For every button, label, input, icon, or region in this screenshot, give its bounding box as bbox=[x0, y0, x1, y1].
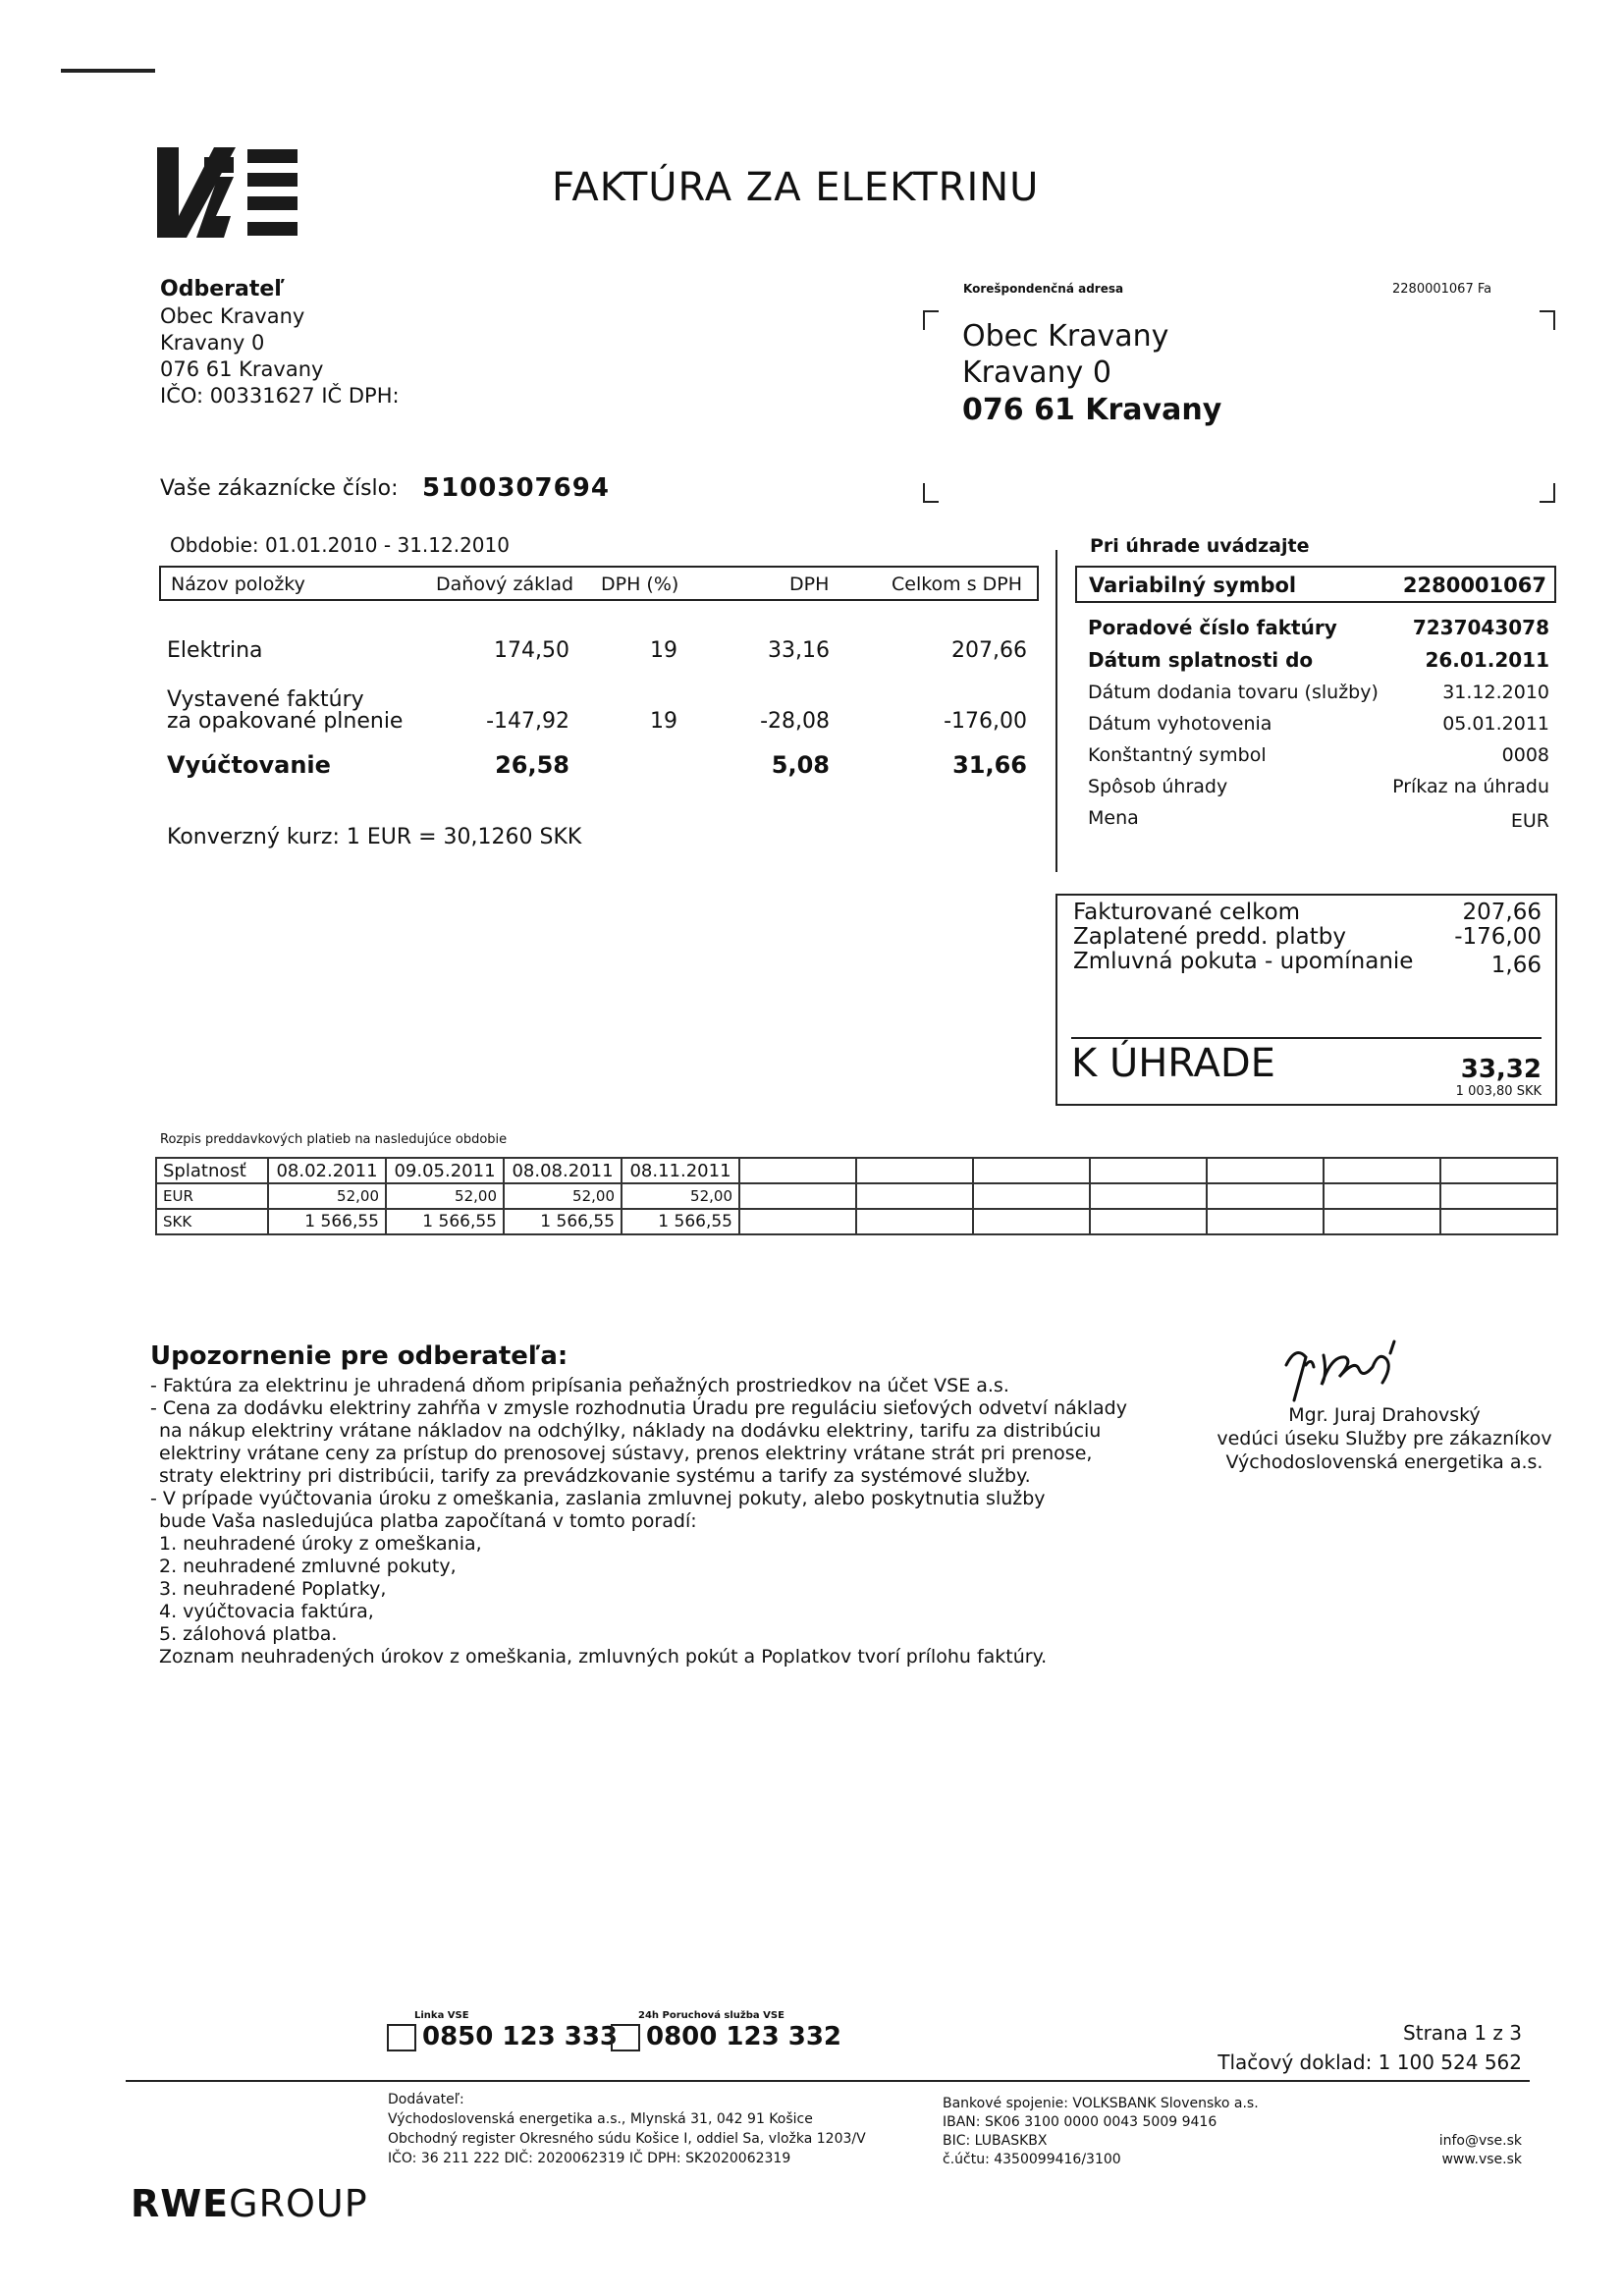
address-corner bbox=[1540, 310, 1555, 330]
phone-icon bbox=[387, 2024, 416, 2051]
schedule-caption: Rozpis preddavkových platieb na nasledujúce obdobie bbox=[160, 1132, 508, 1147]
schedule-cell bbox=[1207, 1209, 1324, 1234]
schedule-skk: 1 566,55 bbox=[268, 1209, 386, 1234]
schedule-row-label: SKK bbox=[156, 1209, 268, 1234]
contact-email: info@vse.sk bbox=[1438, 2133, 1522, 2149]
summary-total: 31,66 bbox=[952, 751, 1027, 779]
payment-detail-value: 7237043078 bbox=[1412, 616, 1549, 639]
item-name: Vystavené faktúry bbox=[167, 687, 364, 712]
schedule-cell bbox=[856, 1158, 973, 1183]
schedule-skk: 1 566,55 bbox=[622, 1209, 739, 1234]
hotline-label: Linka VSE bbox=[414, 2010, 469, 2021]
schedule-cell bbox=[973, 1209, 1090, 1234]
item-total: 207,66 bbox=[951, 638, 1027, 663]
notice-line: 4. vyúčtovacia faktúra, bbox=[159, 1601, 374, 1622]
contact-web: www.vse.sk bbox=[1441, 2152, 1522, 2167]
conversion-rate: Konverzný kurz: 1 EUR = 30,1260 SKK bbox=[167, 825, 582, 849]
vse-logo bbox=[157, 147, 298, 238]
hotline-label: 24h Poruchová služba VSE bbox=[638, 2010, 784, 2021]
address-line: Kravany 0 bbox=[962, 355, 1111, 390]
hotline-fault bbox=[611, 2010, 842, 2055]
item-vat-pct: 19 bbox=[650, 638, 677, 663]
schedule-row bbox=[156, 1158, 1557, 1183]
payment-heading: Pri úhrade uvádzajte bbox=[1090, 535, 1310, 557]
payment-detail-value: EUR bbox=[1510, 810, 1549, 832]
schedule-cell bbox=[739, 1183, 856, 1209]
schedule-cell bbox=[1324, 1183, 1440, 1209]
column-divider bbox=[1055, 550, 1057, 872]
customer-number-label: Vaše zákaznícke číslo: bbox=[160, 476, 399, 501]
totals-value: 207,66 bbox=[1462, 900, 1542, 925]
notice-line: 3. neuhradené Poplatky, bbox=[159, 1578, 387, 1600]
signatory-line: Východoslovenská energetika a.s. bbox=[1225, 1451, 1543, 1473]
notice-line: bude Vaša nasledujúca platba započítaná v tomto poradí: bbox=[159, 1510, 697, 1532]
schedule-cell bbox=[1440, 1183, 1557, 1209]
payment-detail-label: Konštantný symbol bbox=[1088, 744, 1267, 766]
handwritten-signature bbox=[1276, 1336, 1473, 1404]
schedule-date: 08.08.2011 bbox=[504, 1158, 622, 1183]
notice-line: straty elektriny pri distribúcii, tarify za prevádzkovanie systému a tarify za systémové služby. bbox=[159, 1465, 1031, 1487]
schedule-eur: 52,00 bbox=[504, 1183, 622, 1209]
address-corner bbox=[923, 310, 939, 330]
schedule-eur: 52,00 bbox=[386, 1183, 504, 1209]
address-line: 076 61 Kravany bbox=[962, 393, 1222, 427]
footer-divider bbox=[126, 2080, 1530, 2082]
variable-symbol-label: Variabilný symbol bbox=[1089, 574, 1297, 597]
schedule-row-label: EUR bbox=[156, 1183, 268, 1209]
schedule-cell bbox=[1207, 1158, 1324, 1183]
schedule-cell bbox=[1440, 1209, 1557, 1234]
item-name: za opakované plnenie bbox=[167, 709, 404, 734]
schedule-cell bbox=[739, 1209, 856, 1234]
advance-payment-schedule bbox=[155, 1157, 1558, 1235]
invoice-title: FAKTÚRA ZA ELEKTRINU bbox=[552, 165, 1040, 210]
summary-base: 26,58 bbox=[495, 751, 569, 779]
phone-icon bbox=[611, 2024, 640, 2051]
schedule-cell bbox=[973, 1158, 1090, 1183]
document-reference: 2280001067 Fa bbox=[1392, 282, 1492, 297]
col-vat: DPH bbox=[789, 574, 830, 595]
notice-line: Zoznam neuhradených úrokov z omeškania, zmluvných pokút a Poplatkov tvorí prílohu faktúry. bbox=[159, 1646, 1048, 1667]
totals-label: Zmluvná pokuta - upomínanie bbox=[1073, 949, 1414, 974]
schedule-eur: 52,00 bbox=[622, 1183, 739, 1209]
notice-line: - Cena za dodávku elektriny zahŕňa v zmysle rozhodnutia Úradu pre reguláciu sieťových odvetví náklady bbox=[150, 1397, 1127, 1419]
signatory-line: Mgr. Juraj Drahovský bbox=[1288, 1404, 1481, 1426]
correspondence-label: Korešpondenčná adresa bbox=[963, 282, 1124, 296]
brand-prefix: RWE bbox=[131, 2182, 230, 2225]
schedule-date: 08.11.2011 bbox=[622, 1158, 739, 1183]
schedule-date: 09.05.2011 bbox=[386, 1158, 504, 1183]
bank-line: IBAN: SK06 3100 0000 0043 5009 9416 bbox=[943, 2114, 1217, 2130]
schedule-cell bbox=[1324, 1209, 1440, 1234]
payment-detail-label: Mena bbox=[1088, 807, 1139, 829]
customer-number-value: 5100307694 bbox=[422, 473, 610, 503]
summary-name: Vyúčtovanie bbox=[167, 751, 331, 779]
payment-detail-value: 05.01.2011 bbox=[1442, 713, 1549, 735]
supplier-line: Obchodný register Okresného súdu Košice I, oddiel Sa, vložka 1203/V bbox=[388, 2131, 866, 2147]
schedule-row-label: Splatnosť bbox=[156, 1158, 268, 1183]
totals-label: Fakturované celkom bbox=[1073, 900, 1301, 925]
bank-line: Bankové spojenie: VOLKSBANK Slovensko a.s. bbox=[943, 2096, 1259, 2111]
notice-line: - V prípade vyúčtovania úroku z omeškania, zaslania zmluvnej pokuty, alebo poskytnutia služby bbox=[150, 1488, 1046, 1509]
notice-line: 2. neuhradené zmluvné pokuty, bbox=[159, 1556, 457, 1577]
schedule-row bbox=[156, 1183, 1557, 1209]
payment-detail-value: 0008 bbox=[1501, 744, 1549, 766]
items-header bbox=[159, 566, 1039, 601]
scan-mark bbox=[61, 69, 155, 73]
totals-label: Zaplatené predd. platby bbox=[1073, 924, 1346, 950]
supplier-line: Dodávateľ: bbox=[388, 2092, 464, 2107]
hotline-number: 0800 123 332 bbox=[646, 2022, 842, 2051]
amount-due-value: 33,32 bbox=[1460, 1055, 1542, 1084]
schedule-cell bbox=[1090, 1158, 1207, 1183]
item-base: 174,50 bbox=[494, 638, 569, 663]
bank-line: BIC: LUBASKBX bbox=[943, 2133, 1048, 2149]
address-corner bbox=[1540, 483, 1555, 503]
schedule-date: 08.02.2011 bbox=[268, 1158, 386, 1183]
customer-label: Odberateľ bbox=[160, 277, 285, 301]
summary-vat: 5,08 bbox=[771, 751, 830, 779]
schedule-cell bbox=[1440, 1158, 1557, 1183]
notice-line: na nákup elektriny vrátane nákladov na odchýlky, náklady na dodávku elektriny, tarifu za distribúciu bbox=[159, 1420, 1102, 1442]
print-document-number: Tlačový doklad: 1 100 524 562 bbox=[1217, 2050, 1522, 2074]
totals-value: -176,00 bbox=[1454, 924, 1542, 950]
bank-line: č.účtu: 4350099416/3100 bbox=[943, 2152, 1121, 2167]
hotline-vse bbox=[387, 2010, 619, 2055]
payment-detail-label: Dátum splatnosti do bbox=[1088, 648, 1314, 672]
payment-detail-value: 31.12.2010 bbox=[1442, 682, 1549, 703]
payment-detail-value: Príkaz na úhradu bbox=[1392, 776, 1549, 797]
rwe-group-logo bbox=[131, 2182, 368, 2225]
customer-line: IČO: 00331627 IČ DPH: bbox=[160, 384, 400, 408]
schedule-skk: 1 566,55 bbox=[386, 1209, 504, 1234]
col-tax-base: Daňový základ bbox=[436, 574, 574, 595]
item-vat: -28,08 bbox=[760, 709, 830, 734]
customer-line: Kravany 0 bbox=[160, 331, 265, 355]
schedule-eur: 52,00 bbox=[268, 1183, 386, 1209]
schedule-cell bbox=[856, 1183, 973, 1209]
item-vat-pct: 19 bbox=[650, 709, 677, 734]
signatory-line: vedúci úseku Služby pre zákazníkov bbox=[1217, 1428, 1552, 1449]
notice-line: - Faktúra za elektrinu je uhradená dňom pripísania peňažných prostriedkov na účet VSE a.s. bbox=[150, 1375, 1009, 1396]
col-item-name: Názov položky bbox=[171, 574, 305, 595]
address-line: Obec Kravany bbox=[962, 319, 1169, 354]
payment-detail-label: Poradové číslo faktúry bbox=[1088, 616, 1337, 639]
schedule-cell bbox=[1324, 1158, 1440, 1183]
schedule-cell bbox=[1090, 1183, 1207, 1209]
variable-symbol-box bbox=[1075, 566, 1556, 603]
customer-line: 076 61 Kravany bbox=[160, 357, 324, 381]
variable-symbol-value: 2280001067 bbox=[1402, 574, 1546, 597]
totals-box bbox=[1055, 894, 1557, 1106]
supplier-line: Východoslovenská energetika a.s., Mlynská 31, 042 91 Košice bbox=[388, 2111, 813, 2127]
schedule-cell bbox=[739, 1158, 856, 1183]
payment-detail-value: 26.01.2011 bbox=[1425, 648, 1549, 672]
item-name: Elektrina bbox=[167, 638, 263, 663]
payment-detail-label: Spôsob úhrady bbox=[1088, 776, 1228, 797]
item-vat: 33,16 bbox=[768, 638, 830, 663]
item-base: -147,92 bbox=[486, 709, 569, 734]
billing-period: Obdobie: 01.01.2010 - 31.12.2010 bbox=[170, 533, 510, 557]
notice-line: 5. zálohová platba. bbox=[159, 1623, 338, 1645]
item-total: -176,00 bbox=[944, 709, 1027, 734]
totals-value: 1,66 bbox=[1490, 953, 1542, 978]
payment-detail-label: Dátum dodania tovaru (služby) bbox=[1088, 682, 1379, 703]
schedule-cell bbox=[856, 1209, 973, 1234]
supplier-line: IČO: 36 211 222 DIČ: 2020062319 IČ DPH: SK2020062319 bbox=[388, 2151, 791, 2166]
notice-title: Upozornenie pre odberateľa: bbox=[150, 1341, 568, 1371]
schedule-skk: 1 566,55 bbox=[504, 1209, 622, 1234]
schedule-row bbox=[156, 1209, 1557, 1234]
schedule-cell bbox=[1207, 1183, 1324, 1209]
amount-due-skk: 1 003,80 SKK bbox=[1455, 1084, 1542, 1099]
customer-line: Obec Kravany bbox=[160, 304, 305, 328]
notice-line: elektriny vrátane ceny za prístup do prenosovej sústavy, prenos elektriny vrátane strát pri prenose, bbox=[159, 1443, 1093, 1464]
page-number: Strana 1 z 3 bbox=[1403, 2021, 1522, 2045]
amount-due-label: K ÚHRADE bbox=[1071, 1041, 1275, 1086]
col-total: Celkom s DPH bbox=[892, 574, 1023, 595]
address-corner bbox=[923, 483, 939, 503]
brand-suffix: GROUP bbox=[229, 2182, 368, 2225]
totals-divider bbox=[1071, 1037, 1542, 1039]
col-vat-pct: DPH (%) bbox=[601, 574, 679, 595]
notice-line: 1. neuhradené úroky z omeškania, bbox=[159, 1533, 482, 1555]
schedule-cell bbox=[1090, 1209, 1207, 1234]
payment-detail-label: Dátum vyhotovenia bbox=[1088, 713, 1272, 735]
schedule-cell bbox=[973, 1183, 1090, 1209]
hotline-number: 0850 123 333 bbox=[422, 2022, 619, 2051]
